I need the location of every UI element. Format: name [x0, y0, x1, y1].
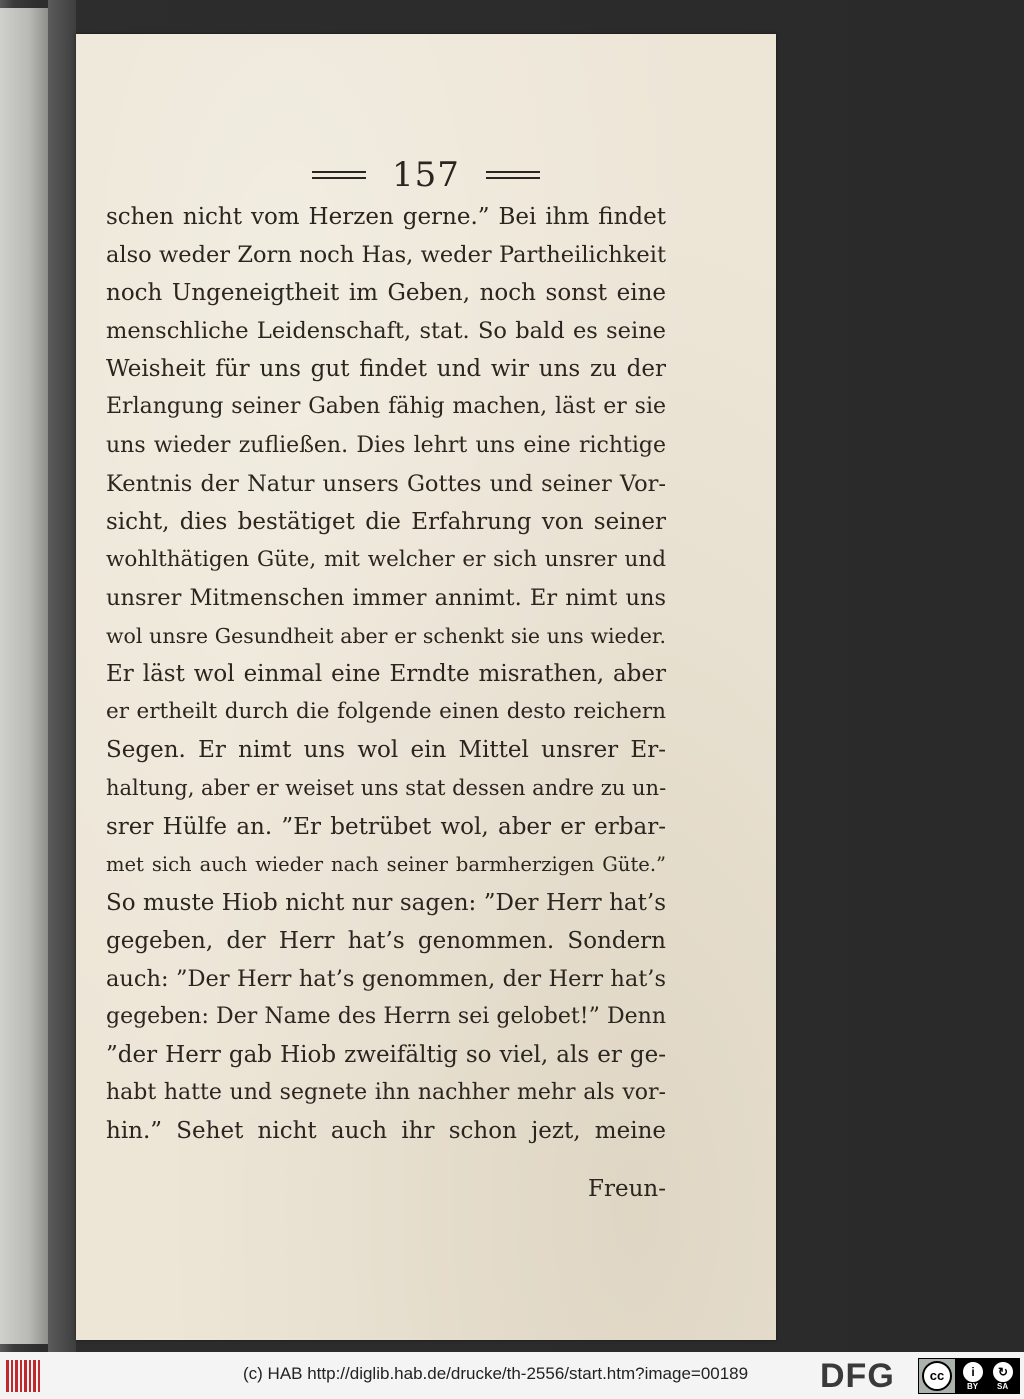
book-gutter: [48, 0, 76, 1352]
dfg-logo: DFG: [820, 1357, 895, 1395]
text-line: sicht, dies bestätiget die Erfahrung von seiner: [106, 508, 666, 535]
by-icon: i: [963, 1362, 983, 1382]
text-line: Er läst wol einmal eine Erndte misrathen, aber: [106, 661, 666, 688]
text-line: habt hatte und segnete ihn nachher mehr als vor-: [106, 1080, 666, 1106]
text-line: Kentnis der Natur unsers Gottes und seiner Vor-: [106, 470, 666, 497]
text-line: wohlthätigen Güte, mit welcher er sich unsrer und: [106, 546, 666, 572]
text-line: noch Ungeneigtheit im Geben, noch sonst eine: [106, 280, 666, 307]
text-line: schen nicht vom Herzen gerne.” Bei ihm findet: [106, 204, 666, 230]
text-line: So muste Hiob nicht nur sagen: ”Der Herr hat’s: [106, 889, 666, 916]
license-terms: [955, 1359, 1020, 1393]
cc-license-badge[interactable]: [918, 1358, 1020, 1394]
page-header: [276, 150, 576, 200]
text-line: Segen. Er nimt uns wol ein Mittel unsrer Er-: [106, 737, 666, 764]
header-rule-left: [312, 171, 366, 179]
text-line: gegeben: Der Name des Herrn sei gelobet!” Denn: [106, 1003, 666, 1029]
book-page: [76, 34, 776, 1340]
text-line: Weisheit für uns gut findet und wir uns zu der: [106, 356, 666, 383]
text-line: srer Hülfe an. ”Er betrübet wol, aber er erbar-: [106, 813, 666, 840]
text-line: haltung, aber er weiset uns stat dessen andre zu un-: [106, 776, 666, 801]
text-line: gegeben, der Herr hat’s genommen. Sondern: [106, 927, 666, 954]
text-line: er ertheilt durch die folgende einen desto reichern: [106, 699, 666, 725]
text-line: also weder Zorn noch Has, weder Partheilichkeit: [106, 242, 666, 269]
text-line: auch: ”Der Herr hat’s genommen, der Herr hat’s: [106, 965, 666, 992]
text-line: ”der Herr gab Hiob zweifältig so viel, als er ge-: [106, 1042, 666, 1069]
by-label: BY: [967, 1382, 979, 1391]
catchword: Freun-: [588, 1176, 666, 1202]
text-line: uns wieder zufließen. Dies lehrt uns eine richtige: [106, 432, 666, 458]
text-line: menschliche Leidenschaft, stat. So bald es seine: [106, 318, 666, 345]
header-rule-right: [486, 171, 540, 179]
copyright-credit[interactable]: (c) HAB http://diglib.hab.de/drucke/th-2556/start.htm?image=00189: [243, 1364, 749, 1383]
barcode-icon: [6, 1360, 40, 1392]
page-text: [106, 198, 666, 1150]
previous-page-edge: [0, 8, 48, 1344]
viewer-footer: [0, 1352, 1024, 1399]
sa-icon: ↻: [993, 1362, 1013, 1382]
text-line: unsrer Mitmenschen immer annimt. Er nimt uns: [106, 584, 666, 611]
text-line: hin.” Sehet nicht auch ihr schon jezt, meine: [106, 1118, 666, 1145]
sa-label: SA: [997, 1382, 1009, 1391]
cc-icon: cc: [922, 1361, 952, 1391]
text-line: wol unsre Gesundheit aber er schenkt sie uns wieder.: [106, 624, 666, 649]
text-line: Erlangung seiner Gaben fähig machen, läst er sie: [106, 394, 666, 420]
text-line: met sich auch wieder nach seiner barmherzigen Güte.”: [106, 852, 666, 876]
page-number: 157: [392, 155, 460, 195]
